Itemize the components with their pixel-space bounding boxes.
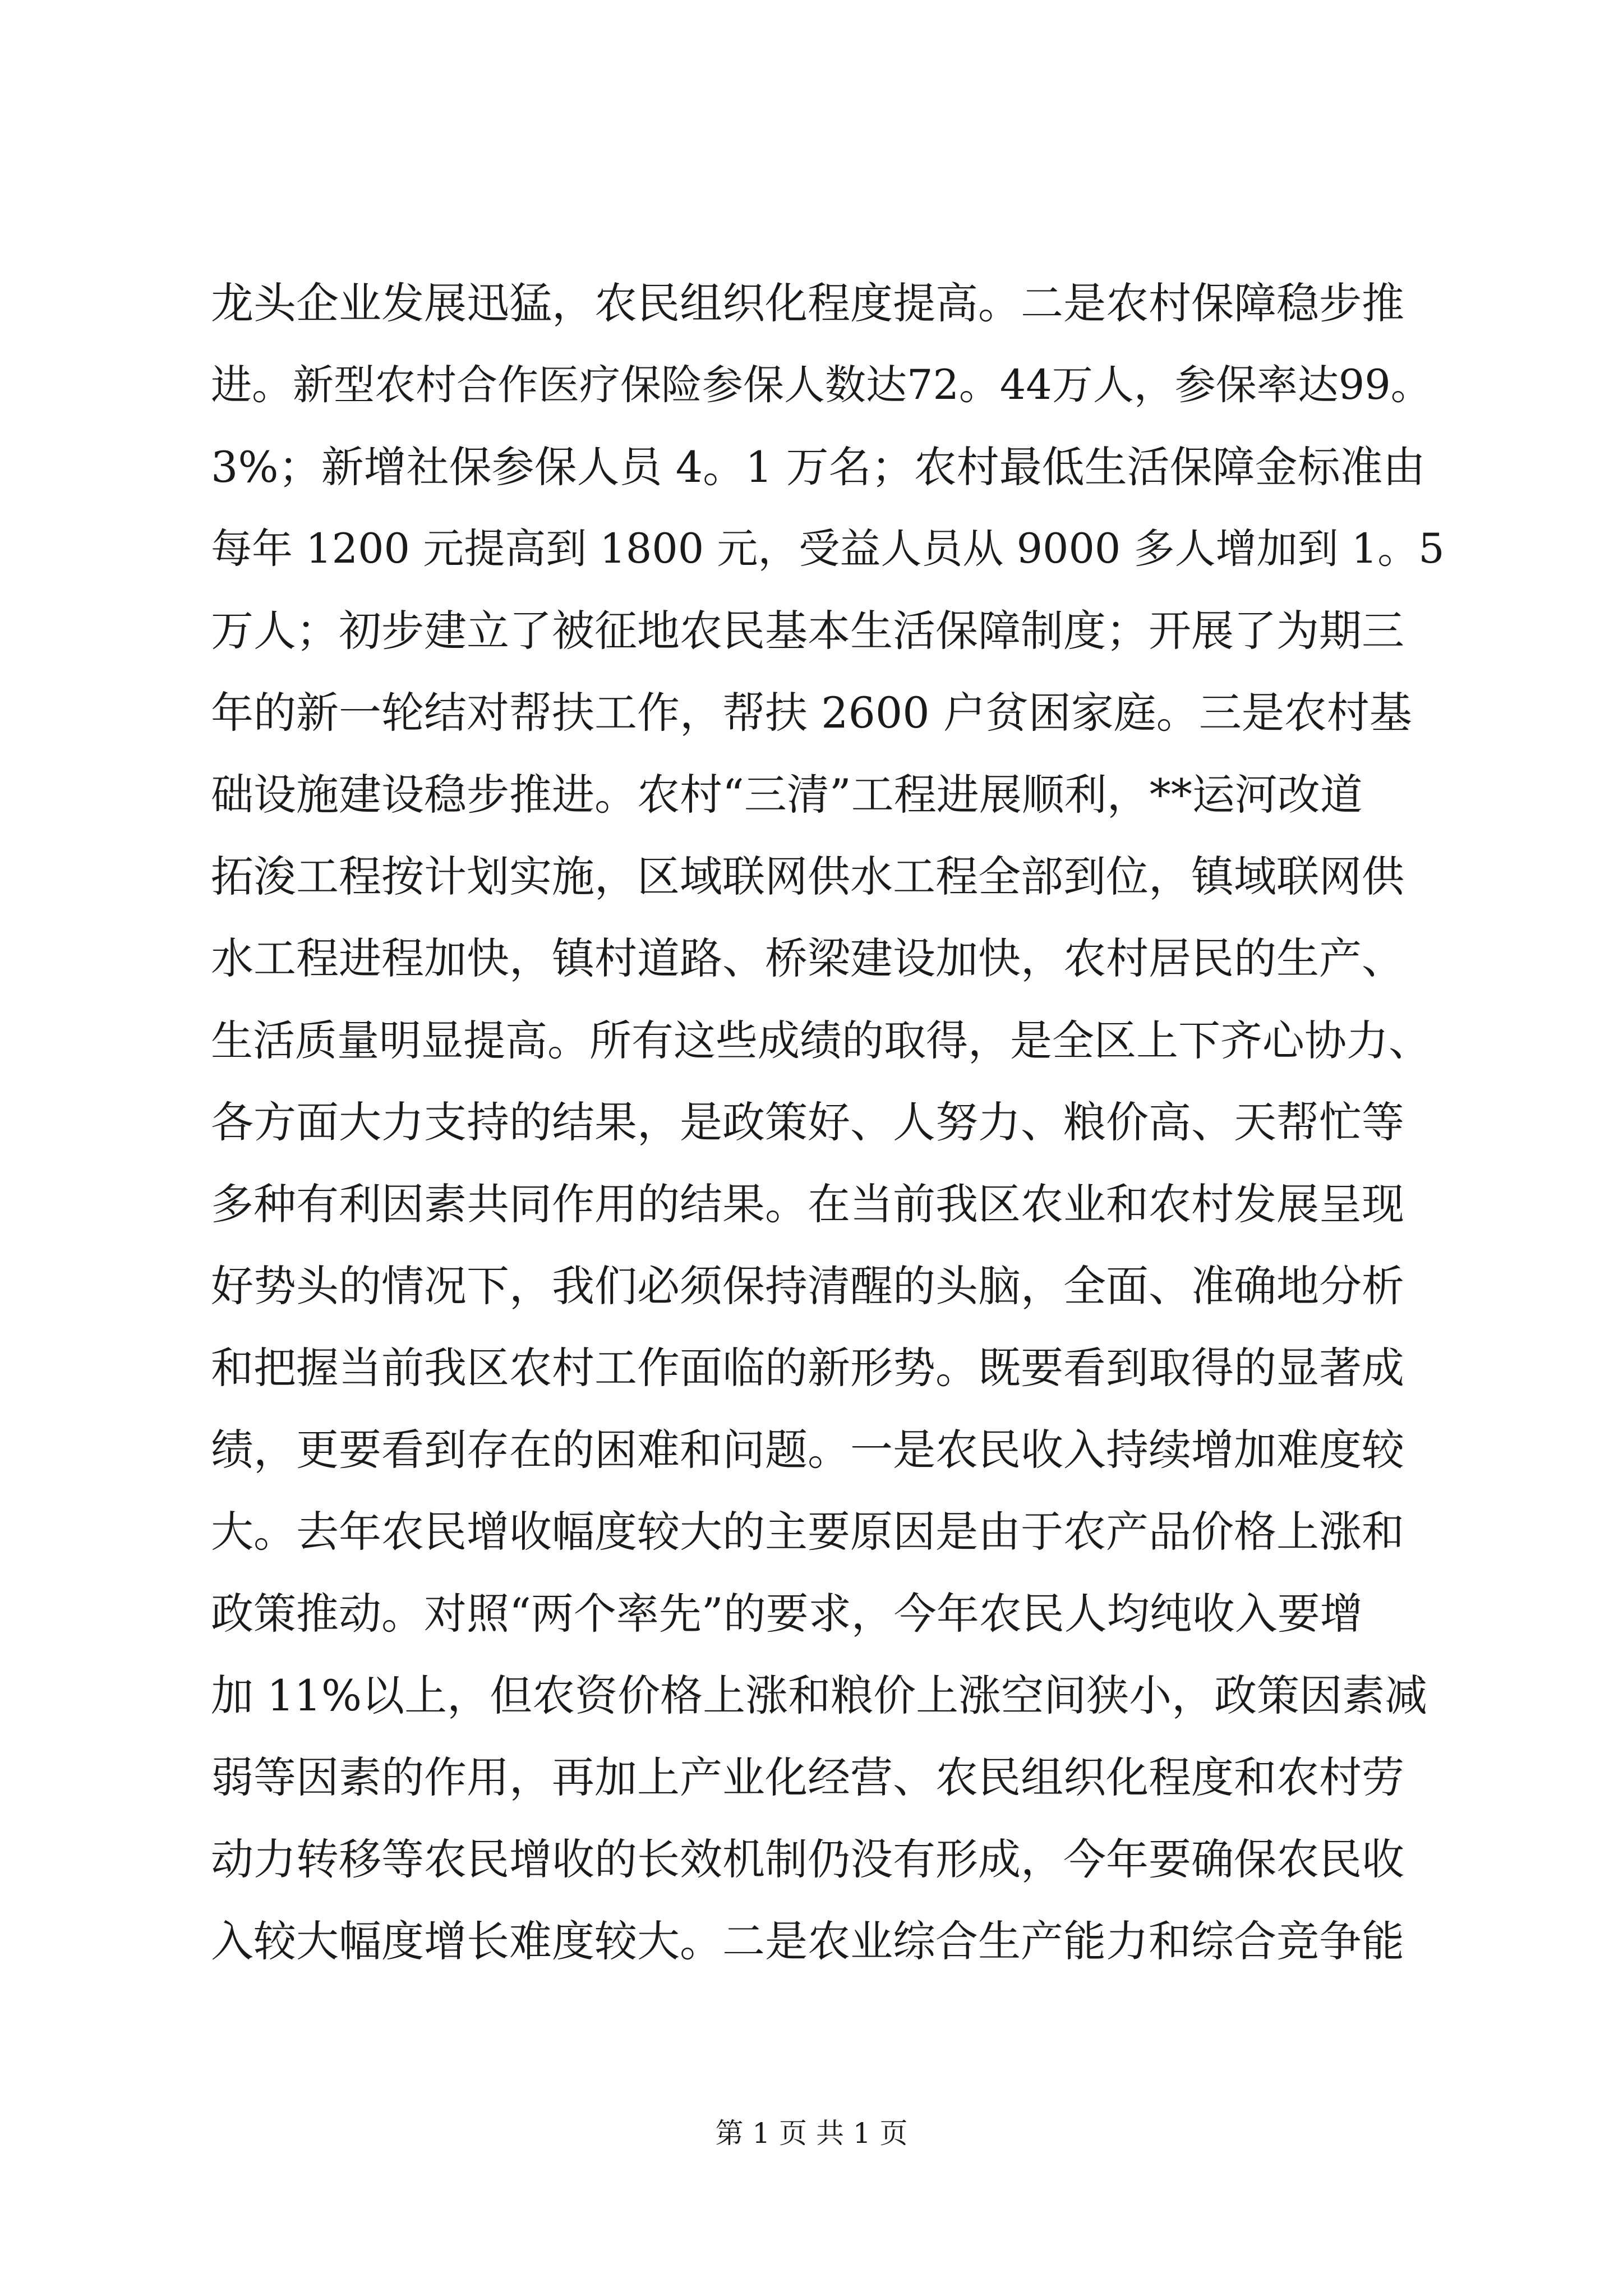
text-line: 年的新一轮结对帮扶工作，帮扶 2600 户贫困家庭。三是农村基 xyxy=(211,688,1412,738)
text-line: 龙头企业发展迅猛，农民组织化程度提高。二是农村保障稳步推 xyxy=(211,278,1404,328)
text-line: 多种有利因素共同作用的结果。在当前我区农业和农村发展呈现 xyxy=(211,1179,1404,1229)
page-footer: 第 1 页 共 1 页 xyxy=(715,2117,908,2150)
text-line: 生活质量明显提高。所有这些成绩的取得，是全区上下齐心协力、 xyxy=(211,1016,1431,1065)
text-line: 3%；新增社保参保人员 4。1 万名；农村最低生活保障金标准由 xyxy=(211,442,1426,492)
text-line: 弱等因素的作用，再加上产业化经营、农民组织化程度和农村劳 xyxy=(211,1752,1404,1802)
text-line: 加 11%以上，但农资价格上涨和粮价上涨空间狭小，政策因素减 xyxy=(211,1671,1428,1720)
body-text xyxy=(211,263,1445,1982)
text-line: 动力转移等农民增收的长效机制仍没有形成，今年要确保农民收 xyxy=(211,1834,1404,1884)
text-line: 好势头的情况下，我们必须保持清醒的头脑，全面、准确地分析 xyxy=(211,1261,1404,1311)
text-line: 入较大幅度增长难度较大。二是农业综合生产能力和综合竞争能 xyxy=(211,1916,1404,1966)
text-line: 拓浚工程按计划实施，区域联网供水工程全部到位，镇域联网供 xyxy=(211,852,1404,901)
text-line: 大。去年农民增收幅度较大的主要原因是由于农产品价格上涨和 xyxy=(211,1507,1404,1557)
text-line: 各方面大力支持的结果，是政策好、人努力、粮价高、天帮忙等 xyxy=(211,1097,1404,1147)
text-line: 每年 1200 元提高到 1800 元，受益人员从 9000 多人增加到 1。5 xyxy=(211,525,1445,573)
text-line: 进。新型农村合作医疗保险参保人数达72。44万人，参保率达99。 xyxy=(211,361,1432,409)
text-line: 础设施建设稳步推进。农村“三清”工程进展顺利，**运河改道 xyxy=(211,770,1363,820)
text-line: 政策推动。对照“两个率先”的要求，今年农民人均纯收入要增 xyxy=(211,1589,1363,1639)
text-line: 水工程进程加快，镇村道路、桥梁建设加快，农村居民的生产、 xyxy=(211,933,1404,983)
text-line: 万人；初步建立了被征地农民基本生活保障制度；开展了为期三 xyxy=(211,606,1404,656)
text-line: 和把握当前我区农村工作面临的新形势。既要看到取得的显著成 xyxy=(211,1343,1404,1393)
text-line: 绩，更要看到存在的困难和问题。一是农民收入持续增加难度较 xyxy=(211,1425,1404,1475)
